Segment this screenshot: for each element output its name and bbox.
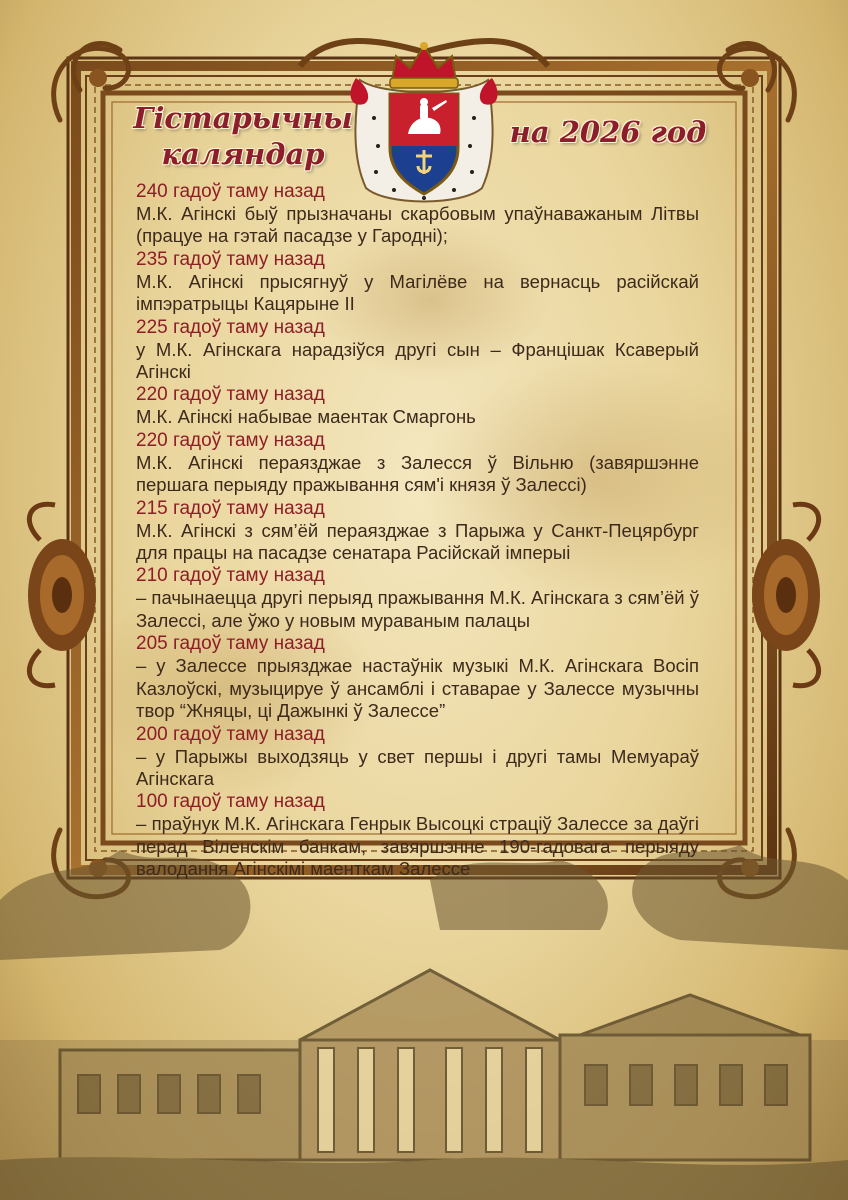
event-year: 215 гадоў таму назад — [136, 497, 325, 519]
event-item — [136, 429, 699, 497]
event-text: – у Парыжы выходзяць у свет першы і другі тамы Мемуараў Агінскага — [136, 745, 699, 789]
event-year: 100 гадоў таму назад — [136, 791, 325, 813]
event-item — [136, 248, 699, 316]
event-year: 235 гадоў таму назад — [136, 248, 325, 270]
event-year: 240 гадоў таму назад — [136, 181, 325, 202]
event-year: 220 гадоў таму назад — [136, 429, 325, 451]
event-text: М.К. Агінскі набывае маентак Смаргонь — [136, 406, 476, 428]
events-list — [136, 180, 699, 881]
calendar-title — [118, 100, 368, 172]
event-text: – у Залессе прыязджае настаўнік музыкі М.К. Агінскага Восіп Казлоўскі, музыцируе ў ансамблі і ставарае у Залессе музычны твор “Жняцы, ці Дажынкі ў Залессе” — [136, 655, 699, 722]
event-year: 220 гадоў таму назад — [136, 384, 325, 406]
event-year: 210 гадоў таму назад — [136, 565, 325, 587]
event-item — [136, 180, 699, 248]
event-text: – праўнук М.К. Агінскага Генрык Высоцкі страціў Залессе за даўгі перад Віленскім банкам, завяршэнне 190-гадовага перыяду валодання Агінскімі маенткам Залессе — [136, 813, 699, 880]
event-text: – пачынаецца другі перыяд пражывання М.К. Агінскага з сям’ёй ў Залессі, але ўжо у новым мураваным палацы — [136, 587, 699, 631]
event-item — [136, 723, 699, 791]
event-item — [136, 564, 699, 632]
year-label: на 2026 год — [509, 115, 707, 149]
event-text: у М.К. Агінскага нарадзіўся другі сын – Францішак Ксаверый Агінскі — [136, 338, 699, 383]
event-item — [136, 316, 699, 384]
title-line-1: Гістарычны — [133, 101, 353, 135]
event-text: М.К. Агінскі з сям’ёй пераязджае з Парыжа у Санкт-Пецярбург для працы на пасадзе сенатара Расійскай імперыі — [136, 519, 699, 564]
event-text: М.К. Агінскі прысягнуў у Магілёве на вернасць расійскай імпэратрыцы Кацярыне II — [136, 270, 699, 315]
event-item — [136, 383, 699, 428]
event-year: 205 гадоў таму назад — [136, 633, 325, 655]
event-item — [136, 790, 699, 880]
event-year: 200 гадоў таму назад — [136, 723, 325, 745]
event-year: 225 гадоў таму назад — [136, 316, 325, 338]
title-line-2: каляндар — [161, 137, 325, 171]
event-item — [136, 632, 699, 722]
event-item — [136, 497, 699, 565]
event-text: М.К. Агінскі пераязджае з Залесся ў Вільню (завяршэнне першага перыяду пражывання сям'і князя ў Залессі) — [136, 451, 699, 496]
event-text: М.К. Агінскі быў прызначаны скарбовым упаўнаважаным Літвы (працуе на гэтай пасадзе у Гародні); — [136, 203, 699, 247]
